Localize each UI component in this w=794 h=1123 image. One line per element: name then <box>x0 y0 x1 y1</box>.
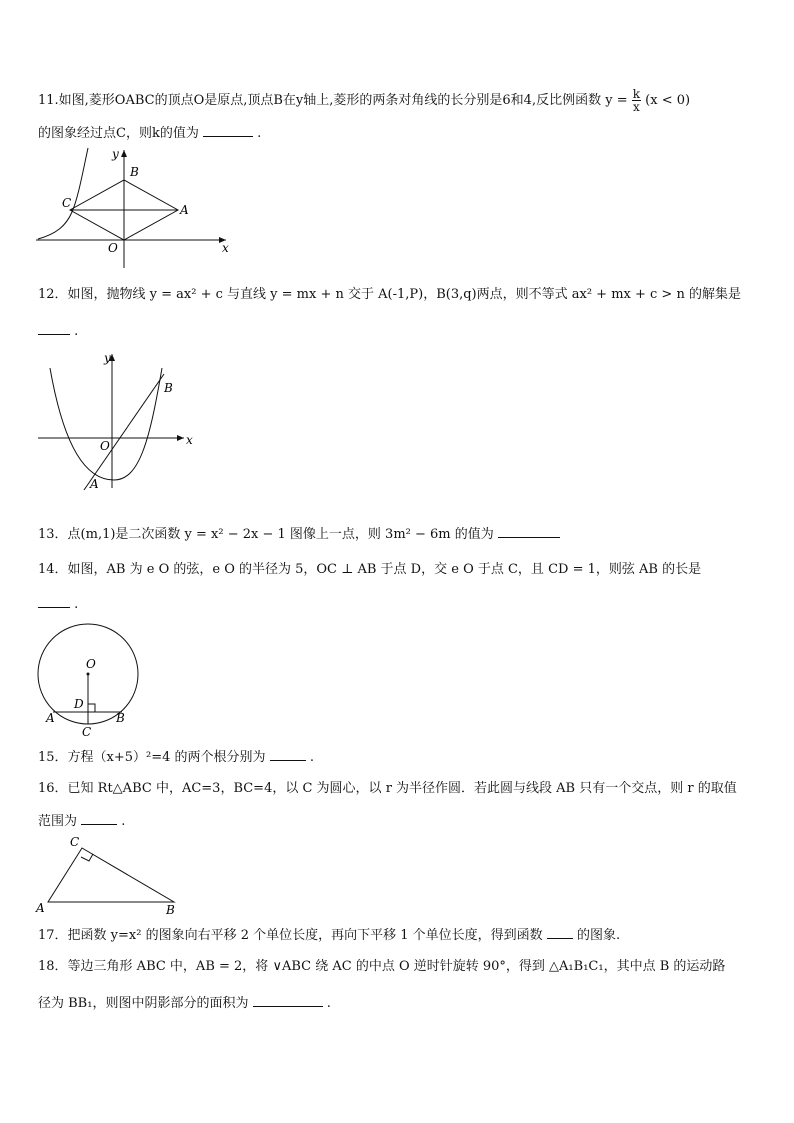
q12-label-x: x <box>186 433 193 447</box>
q18-answer-blank[interactable] <box>253 994 323 1007</box>
q13-answer-blank[interactable] <box>498 525 560 538</box>
q11-condition: (x < 0) <box>645 93 691 108</box>
q11-hyperbola <box>38 148 88 239</box>
q14-text: 14．如图，AB 为 e O 的弦，e O 的半径为 5，OC ⊥ AB 于点 D，交 e O 于点 C，且 CD = 1，则弦 AB 的长是 <box>38 562 702 577</box>
q16-figure <box>34 832 184 916</box>
q11-figure <box>36 146 236 272</box>
q15-answer-blank[interactable] <box>270 748 306 761</box>
q16-label-c: C <box>70 835 80 849</box>
q12-line1 <box>38 286 741 304</box>
q13-text: 13．点(m,1)是二次函数 y = x² − 2x − 1 图像上一点，则 3m² − 6m 的值为 <box>38 527 494 542</box>
q14-label-d: D <box>74 697 84 711</box>
q11-answer-blank[interactable] <box>203 124 253 137</box>
q16-text2: 范围为 <box>38 814 78 829</box>
q11-line1 <box>38 88 690 113</box>
q12-parabola <box>50 368 162 480</box>
q14-label-b: B <box>116 711 125 725</box>
q16-label-b: B <box>166 903 175 916</box>
q11-fraction <box>632 88 641 113</box>
q14-line2 <box>38 595 78 614</box>
q14-line1 <box>38 561 701 579</box>
q16-line2 <box>38 812 125 831</box>
q11-y-arrow <box>121 150 127 157</box>
q11-text: 11.如图,菱形OABC的顶点O是原点,顶点B在y轴上,菱形的两条对角线的长分别是6和4,反比例函数 y = <box>38 93 628 108</box>
q11-label-x: x <box>222 241 229 255</box>
q11-label-b: B <box>130 165 139 179</box>
q11-frac-num: k <box>632 87 641 101</box>
q13-line <box>38 525 560 544</box>
q16-triangle <box>48 848 174 902</box>
q18-period: . <box>326 996 331 1011</box>
q11-label-y: y <box>112 147 119 161</box>
q14-answer-blank[interactable] <box>38 595 70 608</box>
q11-label-c: C <box>62 196 72 210</box>
q15-line <box>38 748 314 767</box>
q16-right-angle <box>81 854 93 861</box>
q18-line2 <box>38 994 331 1013</box>
q17-answer-blank[interactable] <box>547 926 573 939</box>
q12-label-b: B <box>164 381 173 395</box>
q12-label-o: O <box>100 439 110 453</box>
q16-line1 <box>38 780 737 798</box>
q18-text2: 径为 BB₁，则图中阴影部分的面积为 <box>38 996 249 1011</box>
q11-period: . <box>257 126 262 141</box>
q14-center-dot <box>87 673 90 676</box>
q14-label-a: A <box>46 711 55 725</box>
q11-text2: 的图象经过点C，则k的值为 <box>38 126 199 141</box>
q12-period: . <box>74 324 79 339</box>
q17-end: 的图象. <box>576 928 621 943</box>
q12-x-arrow <box>177 435 184 441</box>
q12-text: 12．如图，抛物线 y = ax² + c 与直线 y = mx + n 交于 A(-1,P)，B(3,q)两点，则不等式 ax² + mx + c > n 的解集是 <box>38 287 741 302</box>
q12-label-y: y <box>104 351 111 365</box>
q14-right-angle <box>88 704 95 712</box>
q12-line <box>84 374 164 490</box>
q12-line2 <box>38 322 78 341</box>
q16-text: 16．已知 Rt△ABC 中，AC=3，BC=4，以 C 为圆心，以 r 为半径作圆．若此圆与线段 AB 只有一个交点，则 r 的取值 <box>38 781 737 796</box>
q17-text: 17．把函数 y=x² 的图象向右平移 2 个单位长度，再向下平移 1 个单位长度，得到函数 <box>38 928 543 943</box>
q15-period: . <box>309 750 314 765</box>
q12-figure <box>36 348 196 498</box>
q11-frac-den: x <box>632 100 640 114</box>
q14-label-c: C <box>82 725 92 738</box>
q18-line1 <box>38 958 725 976</box>
q14-period: . <box>74 597 79 612</box>
q16-label-a: A <box>36 901 45 915</box>
q15-text: 15．方程（x+5）²=4 的两个根分别为 <box>38 750 266 765</box>
q12-label-a: A <box>90 477 99 491</box>
q11-label-a: A <box>180 203 189 217</box>
q11-line2 <box>38 124 261 143</box>
q14-label-o: O <box>86 657 96 671</box>
q17-line <box>38 926 620 945</box>
q16-period: . <box>121 814 126 829</box>
q14-figure <box>36 620 146 738</box>
q18-text: 18．等边三角形 ABC 中，AB = 2，将 ∨ABC 绕 AC 的中点 O 逆时针旋转 90°，得到 △A₁B₁C₁，其中点 B 的运动路 <box>38 959 726 974</box>
q16-answer-blank[interactable] <box>81 812 117 825</box>
q11-label-o: O <box>108 241 118 255</box>
q12-answer-blank[interactable] <box>38 322 70 335</box>
